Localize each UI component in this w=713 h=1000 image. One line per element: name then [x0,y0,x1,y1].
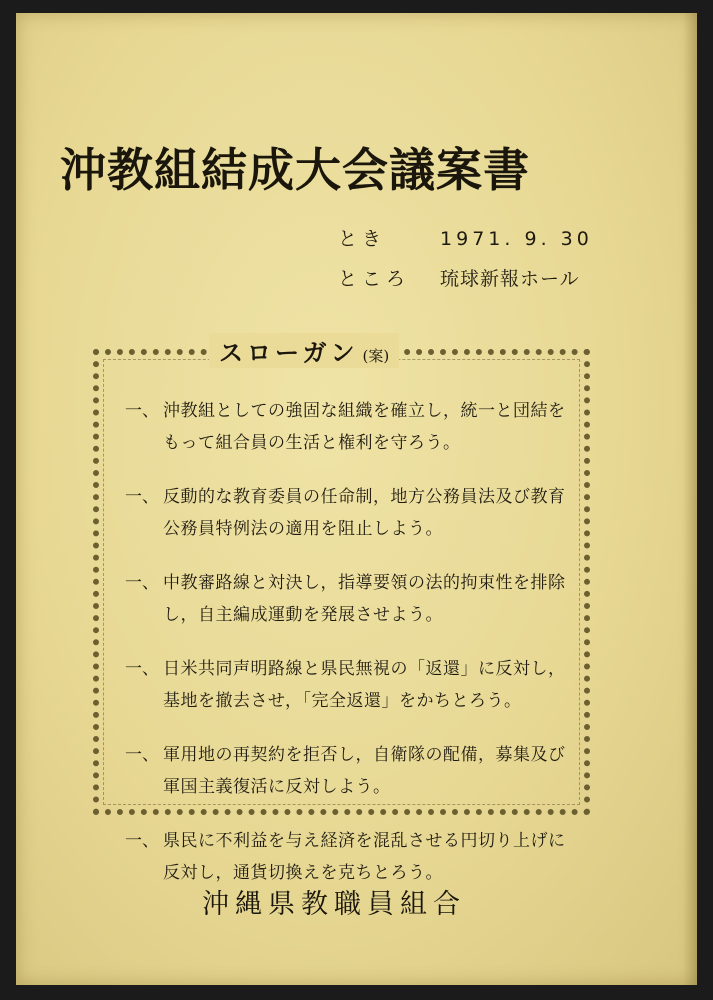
date-value: 1971. 9. 30 [440,228,593,250]
slogan-item [125,567,583,631]
slogan-item-mark: 一、 [125,745,159,765]
slogan-item-line: 反対し，通貨切換えを克ちとろう。 [163,863,443,883]
slogan-item-line: 基地を撤去させ，「完全返還」をかちとろう。 [163,691,522,711]
venue-row [338,264,580,291]
document-title: 沖教組結成大会議案書 [60,143,530,197]
slogan-item-line: 県民に不利益を与え経済を混乱させる円切り上げに [163,831,566,851]
slogan-item-line: 公務員特例法の適用を阻止しよう。 [163,519,443,539]
slogan-item [125,825,583,889]
slogan-item-line: もって組合員の生活と権利を守ろう。 [163,433,461,453]
venue-value: 琉球新報ホール [440,268,580,290]
slogan-item-mark: 一、 [125,401,159,421]
slogan-item-mark: 一、 [125,831,159,851]
slogan-box [93,339,590,883]
slogan-item [125,395,583,459]
slogan-item-mark: 一、 [125,487,159,507]
slogan-item-line: 日米共同声明路線と県民無視の「返還」に反対し， [163,659,566,679]
slogan-item-mark: 一、 [125,659,159,679]
slogan-item [125,653,583,717]
date-row [338,224,593,251]
slogan-item-line: 軍国主義復活に反対しよう。 [163,777,391,797]
slogan-item-line: 軍用地の再契約を拒否し，自衛隊の配備，募集及び [163,745,566,765]
venue-label: ところ [338,268,411,290]
sheet-edge-shadow [683,13,697,985]
slogan-heading [209,333,399,368]
organization-name: 沖縄県教職員組合 [202,889,466,920]
slogan-heading-note: (案) [362,347,390,365]
slogan-list [125,395,583,911]
date-label: とき [338,228,387,250]
slogan-item-line: し，自主編成運動を発展させよう。 [163,605,443,625]
slogan-item-mark: 一、 [125,573,159,593]
slogan-item [125,481,583,545]
slogan-heading-text: スローガン [219,339,359,367]
slogan-item-line: 反動的な教育委員の任命制，地方公務員法及び教育 [163,487,566,507]
slogan-item [125,739,583,803]
document-sheet [16,13,697,985]
slogan-item-line: 中教審路線と対決し，指導要領の法的拘束性を排除 [163,573,566,593]
slogan-item-line: 沖教組としての強固な組織を確立し，統一と団結を [163,401,566,421]
